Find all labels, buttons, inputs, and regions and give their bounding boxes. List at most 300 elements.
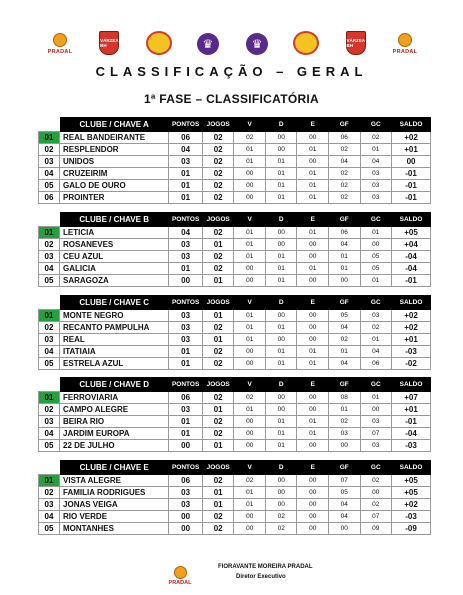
stat-cell: 01 — [297, 358, 329, 370]
stat-cell: 01 — [265, 428, 297, 440]
standings-table — [38, 377, 431, 452]
stat-cell: 02 — [360, 322, 392, 334]
club-name: LETICIA — [60, 227, 169, 239]
stat-cell: 02 — [202, 392, 234, 404]
lion-icon: ♛ — [246, 33, 268, 55]
stat-cell: 01 — [265, 358, 297, 370]
table-row — [39, 192, 431, 204]
stat-cell: 01 — [297, 180, 329, 192]
stat-cell: 00 — [297, 440, 329, 452]
stat-cell: 01 — [169, 168, 203, 180]
stat-cell: 01 — [265, 156, 297, 168]
stat-cell: 06 — [329, 227, 361, 239]
stat-cell: 02 — [202, 263, 234, 275]
lion-icon: ♛ — [197, 33, 219, 55]
stat-cell: +05 — [392, 475, 431, 487]
stat-cell: +02 — [392, 132, 431, 144]
table-row — [39, 334, 431, 346]
stat-cell: 00 — [297, 239, 329, 251]
stat-cell: 01 — [265, 168, 297, 180]
stat-cell: 01 — [360, 275, 392, 287]
stat-cell: 02 — [234, 475, 266, 487]
column-header: GC — [360, 461, 392, 475]
position-cell: 05 — [39, 180, 60, 192]
stat-cell: 03 — [360, 440, 392, 452]
stat-cell: 01 — [202, 499, 234, 511]
stat-cell: 01 — [265, 416, 297, 428]
stat-cell: 01 — [202, 310, 234, 322]
position-cell: 04 — [39, 428, 60, 440]
stat-cell: 06 — [360, 358, 392, 370]
column-header: E — [297, 118, 329, 132]
table-row — [39, 440, 431, 452]
stat-cell: 00 — [265, 487, 297, 499]
column-header: V — [234, 296, 266, 310]
table-row — [39, 358, 431, 370]
stat-cell: 02 — [202, 475, 234, 487]
position-cell: 05 — [39, 275, 60, 287]
stat-cell: +02 — [392, 322, 431, 334]
position-header — [39, 378, 60, 392]
stat-cell: 01 — [360, 227, 392, 239]
stat-cell: 01 — [169, 358, 203, 370]
stat-cell: 03 — [329, 428, 361, 440]
position-cell: 01 — [39, 132, 60, 144]
ball-icon — [398, 33, 412, 47]
table-row — [39, 346, 431, 358]
stat-cell: 01 — [169, 192, 203, 204]
stat-cell: 01 — [202, 440, 234, 452]
stat-cell: 01 — [297, 416, 329, 428]
stat-cell: 01 — [297, 346, 329, 358]
stat-cell: 01 — [297, 168, 329, 180]
stat-cell: 01 — [329, 251, 361, 263]
stat-cell: 00 — [297, 511, 329, 523]
stat-cell: -03 — [392, 440, 431, 452]
club-name: SARAGOZA — [60, 275, 169, 287]
table-row — [39, 275, 431, 287]
stat-cell: 02 — [202, 168, 234, 180]
stat-cell: 01 — [169, 416, 203, 428]
club-name: ITATIAIA — [60, 346, 169, 358]
stat-cell: 02 — [234, 392, 266, 404]
stat-cell: 03 — [169, 239, 203, 251]
column-header: GF — [329, 461, 361, 475]
table-header — [39, 378, 431, 392]
stat-cell: 05 — [360, 251, 392, 263]
stat-cell: 00 — [297, 392, 329, 404]
club-name: REAL — [60, 334, 169, 346]
stat-cell: 05 — [329, 310, 361, 322]
column-header: GC — [360, 213, 392, 227]
standings-table — [38, 460, 431, 535]
page-subtitle: 1ª FASE – CLASSIFICATÓRIA — [143, 92, 320, 106]
club-name: RIO VERDE — [60, 511, 169, 523]
stat-cell: 03 — [360, 168, 392, 180]
stat-cell: 04 — [169, 144, 203, 156]
ball-icon — [53, 33, 67, 47]
heart-icon — [146, 31, 172, 55]
standings-table — [38, 295, 431, 370]
table-row — [39, 392, 431, 404]
table-row — [39, 144, 431, 156]
stat-cell: -01 — [392, 180, 431, 192]
stat-cell: 00 — [265, 404, 297, 416]
stat-cell: 01 — [360, 392, 392, 404]
stat-cell: 04 — [360, 346, 392, 358]
position-cell: 01 — [39, 392, 60, 404]
column-header: GF — [329, 213, 361, 227]
club-name: ESTRELA AZUL — [60, 358, 169, 370]
stat-cell: 00 — [360, 239, 392, 251]
stat-cell: 07 — [360, 428, 392, 440]
position-cell: 04 — [39, 511, 60, 523]
stat-cell: 00 — [265, 144, 297, 156]
stat-cell: 00 — [297, 132, 329, 144]
stat-cell: 01 — [234, 487, 266, 499]
stat-cell: 00 — [297, 322, 329, 334]
club-name: FERROVIARIA — [60, 392, 169, 404]
stat-cell: -04 — [392, 263, 431, 275]
column-header: V — [234, 378, 266, 392]
stat-cell: 06 — [169, 392, 203, 404]
stat-cell: 01 — [169, 428, 203, 440]
stat-cell: -01 — [392, 168, 431, 180]
stat-cell: 01 — [329, 404, 361, 416]
column-header: D — [265, 296, 297, 310]
stat-cell: -01 — [392, 416, 431, 428]
stat-cell: 00 — [234, 275, 266, 287]
stat-cell: 03 — [360, 416, 392, 428]
column-header: JOGOS — [202, 461, 234, 475]
stat-cell: 01 — [234, 499, 266, 511]
club-name: UNIDOS — [60, 156, 169, 168]
ball-icon — [174, 566, 187, 579]
table-row — [39, 404, 431, 416]
table-row — [39, 511, 431, 523]
table-row — [39, 251, 431, 263]
position-cell: 03 — [39, 251, 60, 263]
position-cell: 05 — [39, 358, 60, 370]
stat-cell: 02 — [202, 144, 234, 156]
standings-table — [38, 117, 431, 204]
position-header — [39, 213, 60, 227]
heart-icon — [293, 31, 319, 55]
position-cell: 01 — [39, 227, 60, 239]
stat-cell: 01 — [297, 263, 329, 275]
stat-cell: 00 — [265, 132, 297, 144]
footer — [140, 558, 400, 588]
column-header: E — [297, 461, 329, 475]
position-header — [39, 461, 60, 475]
column-header: D — [265, 213, 297, 227]
stat-cell: 00 — [234, 263, 266, 275]
logo-text: VÁRZEA BH — [100, 38, 119, 48]
position-cell: 01 — [39, 310, 60, 322]
stat-cell: 00 — [360, 404, 392, 416]
footer-logo-text: PRADAL — [168, 580, 192, 586]
club-name: CRUZEIRIM — [60, 168, 169, 180]
stat-cell: 01 — [297, 227, 329, 239]
column-header: GF — [329, 378, 361, 392]
logo-text: PRADAL — [392, 49, 418, 55]
position-cell: 04 — [39, 168, 60, 180]
column-header: D — [265, 118, 297, 132]
column-header: PONTOS — [169, 378, 203, 392]
pradal-logo — [40, 23, 80, 55]
stat-cell: 03 — [360, 180, 392, 192]
stat-cell: +07 — [392, 392, 431, 404]
club-name: RESPLENDOR — [60, 144, 169, 156]
stat-cell: 04 — [169, 227, 203, 239]
club-name: REAL BANDEIRANTE — [60, 132, 169, 144]
stat-cell: 03 — [169, 487, 203, 499]
stat-cell: 09 — [360, 523, 392, 535]
shield-icon — [346, 31, 366, 55]
group-title: CLUBE / CHAVE C — [60, 296, 169, 310]
stat-cell: 01 — [202, 334, 234, 346]
stat-cell: 01 — [265, 322, 297, 334]
stat-cell: 00 — [265, 310, 297, 322]
stat-cell: 03 — [169, 334, 203, 346]
stat-cell: 02 — [234, 132, 266, 144]
stat-cell: 00 — [169, 523, 203, 535]
stat-cell: 04 — [329, 239, 361, 251]
stat-cell: 00 — [234, 168, 266, 180]
club-name: PROINTER — [60, 192, 169, 204]
stat-cell: 01 — [265, 275, 297, 287]
table-row — [39, 132, 431, 144]
stat-cell: 01 — [234, 144, 266, 156]
column-header: GF — [329, 296, 361, 310]
stat-cell: -03 — [392, 511, 431, 523]
column-header: GC — [360, 378, 392, 392]
stat-cell: 01 — [234, 404, 266, 416]
stat-cell: 01 — [265, 440, 297, 452]
table-row — [39, 523, 431, 535]
stat-cell: +05 — [392, 487, 431, 499]
stat-cell: 00 — [234, 440, 266, 452]
table-row — [39, 310, 431, 322]
stat-cell: 02 — [329, 334, 361, 346]
stat-cell: -01 — [392, 192, 431, 204]
stat-cell: 00 — [392, 156, 431, 168]
stat-cell: 04 — [329, 156, 361, 168]
club-name: MONTE NEGRO — [60, 310, 169, 322]
stat-cell: -03 — [392, 346, 431, 358]
column-header: E — [297, 213, 329, 227]
stat-cell: 08 — [329, 392, 361, 404]
stat-cell: 01 — [297, 428, 329, 440]
group-title: CLUBE / CHAVE A — [60, 118, 169, 132]
table-row — [39, 239, 431, 251]
logo-text: PRADAL — [47, 49, 73, 55]
stat-cell: -04 — [392, 251, 431, 263]
table-row — [39, 263, 431, 275]
stat-cell: 00 — [234, 346, 266, 358]
column-header: SALDO — [392, 461, 431, 475]
stat-cell: 06 — [169, 132, 203, 144]
stat-cell: 04 — [329, 358, 361, 370]
table-row — [39, 475, 431, 487]
position-cell: 04 — [39, 263, 60, 275]
stat-cell: 06 — [329, 132, 361, 144]
stat-cell: 01 — [329, 263, 361, 275]
stat-cell: 03 — [169, 404, 203, 416]
stat-cell: 02 — [329, 144, 361, 156]
column-header: E — [297, 296, 329, 310]
stat-cell: 00 — [297, 251, 329, 263]
position-cell: 02 — [39, 487, 60, 499]
group-title: CLUBE / CHAVE B — [60, 213, 169, 227]
stat-cell: +01 — [392, 404, 431, 416]
position-cell: 02 — [39, 404, 60, 416]
stat-cell: +01 — [392, 144, 431, 156]
position-cell: 03 — [39, 416, 60, 428]
stat-cell: 03 — [169, 322, 203, 334]
stat-cell: 00 — [297, 523, 329, 535]
column-header: PONTOS — [169, 296, 203, 310]
stat-cell: 01 — [202, 239, 234, 251]
stat-cell: 01 — [265, 192, 297, 204]
stat-cell: 01 — [234, 156, 266, 168]
stat-cell: 01 — [234, 322, 266, 334]
group-title: CLUBE / CHAVE E — [60, 461, 169, 475]
stat-cell: 02 — [329, 180, 361, 192]
club-name: FAMILIA RODRIGUES — [60, 487, 169, 499]
stat-cell: 00 — [265, 475, 297, 487]
stat-cell: 01 — [234, 239, 266, 251]
heart-club-logo-2 — [286, 23, 326, 55]
stat-cell: 00 — [234, 523, 266, 535]
stat-cell: 05 — [329, 487, 361, 499]
stat-cell: 00 — [169, 511, 203, 523]
stat-cell: 01 — [360, 144, 392, 156]
stat-cell: 00 — [234, 416, 266, 428]
table-row — [39, 416, 431, 428]
stat-cell: +02 — [392, 499, 431, 511]
stat-cell: 07 — [360, 511, 392, 523]
stat-cell: 00 — [297, 310, 329, 322]
column-header: SALDO — [392, 296, 431, 310]
stat-cell: 01 — [234, 310, 266, 322]
stat-cell: -04 — [392, 428, 431, 440]
club-name: JARDIM EUROPA — [60, 428, 169, 440]
table-row — [39, 322, 431, 334]
column-header: PONTOS — [169, 213, 203, 227]
lion-club-logo-2 — [237, 23, 277, 55]
club-name: 22 DE JULHO — [60, 440, 169, 452]
position-cell: 05 — [39, 440, 60, 452]
stat-cell: +01 — [392, 334, 431, 346]
table-header — [39, 461, 431, 475]
position-cell: 02 — [39, 144, 60, 156]
table-row — [39, 227, 431, 239]
stat-cell: 00 — [265, 334, 297, 346]
column-header: JOGOS — [202, 118, 234, 132]
column-header: SALDO — [392, 378, 431, 392]
position-cell: 03 — [39, 156, 60, 168]
stat-cell: 00 — [265, 239, 297, 251]
stat-cell: 00 — [234, 428, 266, 440]
stat-cell: 00 — [169, 440, 203, 452]
page-title: CLASSIFICAÇÃO – GERAL — [95, 64, 368, 79]
column-header: D — [265, 378, 297, 392]
stat-cell: 02 — [202, 428, 234, 440]
stat-cell: 01 — [329, 346, 361, 358]
position-cell: 06 — [39, 192, 60, 204]
position-cell: 05 — [39, 523, 60, 535]
column-header: PONTOS — [169, 461, 203, 475]
stat-cell: 00 — [297, 404, 329, 416]
column-header: GC — [360, 118, 392, 132]
stat-cell: 03 — [169, 499, 203, 511]
club-name: BEIRA RIO — [60, 416, 169, 428]
column-header: V — [234, 213, 266, 227]
stat-cell: -01 — [392, 275, 431, 287]
stat-cell: 02 — [360, 475, 392, 487]
position-cell: 01 — [39, 475, 60, 487]
column-header: PONTOS — [169, 118, 203, 132]
stat-cell: 02 — [329, 168, 361, 180]
position-cell: 02 — [39, 322, 60, 334]
stat-cell: 05 — [360, 263, 392, 275]
stat-cell: 02 — [202, 416, 234, 428]
stat-cell: 00 — [360, 487, 392, 499]
stat-cell: +02 — [392, 310, 431, 322]
stat-cell: 01 — [202, 404, 234, 416]
stat-cell: 02 — [202, 180, 234, 192]
stat-cell: 02 — [202, 227, 234, 239]
club-name: ROSANEVES — [60, 239, 169, 251]
stat-cell: 02 — [202, 132, 234, 144]
logo-text: VÁRZEA BH — [346, 38, 365, 48]
stat-cell: 03 — [169, 251, 203, 263]
stat-cell: -09 — [392, 523, 431, 535]
group-title: CLUBE / CHAVE D — [60, 378, 169, 392]
stat-cell: 04 — [360, 156, 392, 168]
column-header: GF — [329, 118, 361, 132]
stat-cell: 00 — [297, 334, 329, 346]
header-logos — [40, 22, 425, 56]
stat-cell: 01 — [169, 346, 203, 358]
club-name: JONAS VEIGA — [60, 499, 169, 511]
stat-cell: -02 — [392, 358, 431, 370]
stat-cell: 00 — [234, 358, 266, 370]
column-header: JOGOS — [202, 213, 234, 227]
column-header: JOGOS — [202, 378, 234, 392]
stat-cell: 01 — [265, 251, 297, 263]
table-header — [39, 296, 431, 310]
stat-cell: 00 — [329, 523, 361, 535]
stat-cell: 00 — [169, 275, 203, 287]
stat-cell: +04 — [392, 239, 431, 251]
stat-cell: 00 — [297, 475, 329, 487]
stat-cell: 01 — [202, 487, 234, 499]
table-row — [39, 168, 431, 180]
stat-cell: 02 — [202, 251, 234, 263]
stat-cell: +05 — [392, 227, 431, 239]
position-cell: 02 — [39, 239, 60, 251]
stat-cell: 02 — [265, 523, 297, 535]
column-header: GC — [360, 296, 392, 310]
stat-cell: 03 — [360, 310, 392, 322]
stat-cell: 02 — [202, 322, 234, 334]
stat-cell: 01 — [169, 263, 203, 275]
stat-cell: 02 — [202, 511, 234, 523]
stat-cell: 00 — [234, 192, 266, 204]
stat-cell: 00 — [265, 392, 297, 404]
